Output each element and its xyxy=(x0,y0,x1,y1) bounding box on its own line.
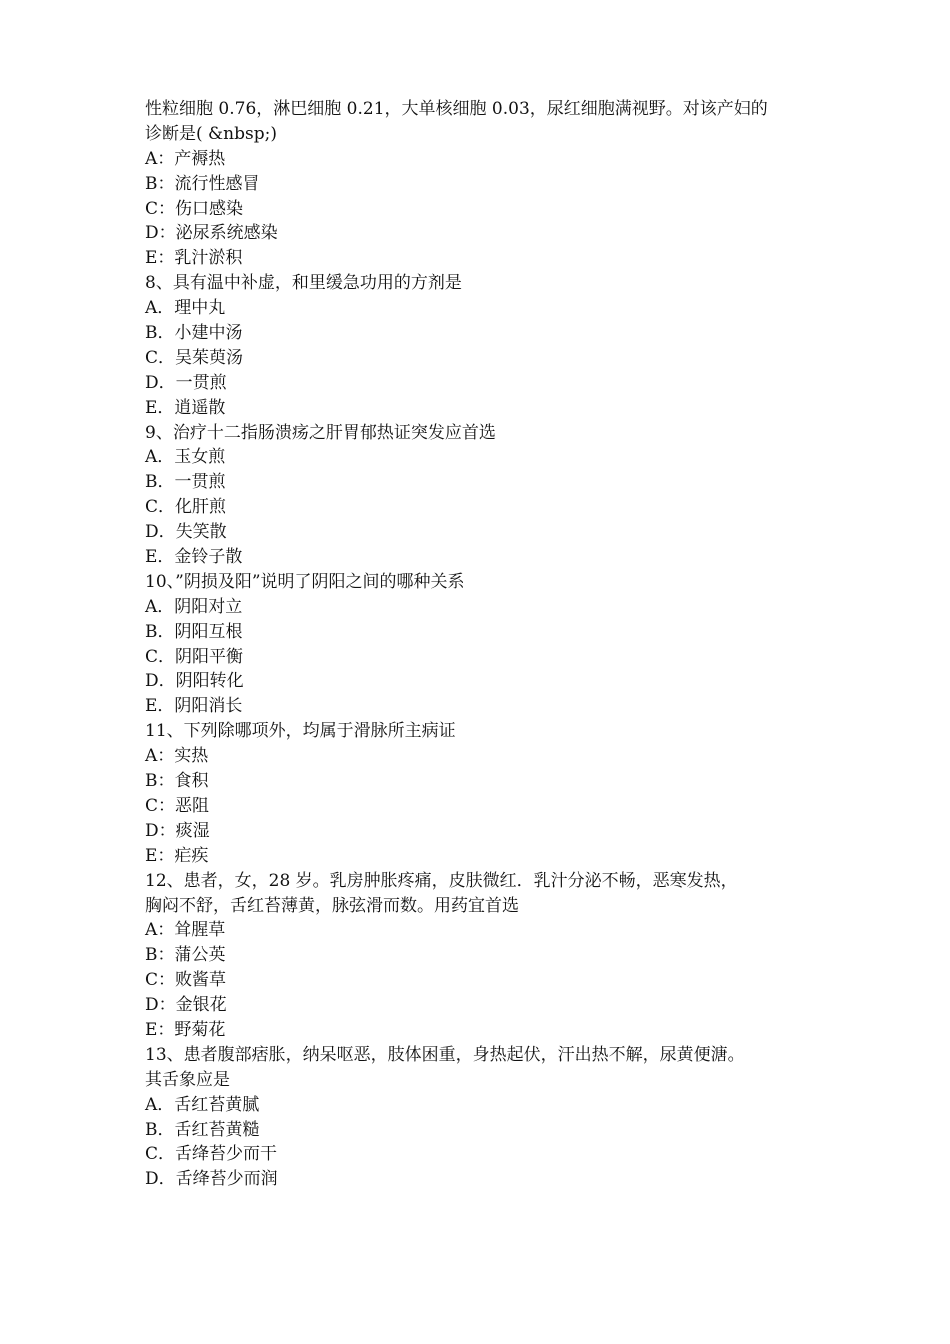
question-7-option-e: E：乳汁淤积 xyxy=(145,248,243,269)
question-13-option-b: B．舌红苔黄糙 xyxy=(145,1119,260,1140)
question-11-option-b: B：食积 xyxy=(145,771,209,792)
document-page xyxy=(145,97,825,1192)
question-13-option-d: D．舌绛苔少而润 xyxy=(145,1169,278,1190)
question-10-option-c: C．阴阳平衡 xyxy=(145,646,244,667)
question-12-option-c: C：败酱草 xyxy=(145,970,227,991)
question-7-option-c: C：伤口感染 xyxy=(145,198,244,219)
question-7-option-b: B：流行性感冒 xyxy=(145,173,260,194)
question-12-text-line-1: 12、患者，女，28 岁。乳房肿胀疼痛，皮肤微红．乳汁分泌不畅，恶寒发热， xyxy=(145,870,738,891)
question-13-text-line-2: 其舌象应是 xyxy=(145,1069,230,1090)
question-12-option-e: E：野菊花 xyxy=(145,1019,226,1040)
question-9-option-d: D．失笑散 xyxy=(145,522,227,543)
question-13-option-a: A．舌红苔黄腻 xyxy=(145,1094,260,1115)
question-11-option-d: D：痰湿 xyxy=(145,820,210,841)
question-8-option-e: E．逍遥散 xyxy=(145,397,226,418)
question-7-option-d: D：泌尿系统感染 xyxy=(145,223,278,244)
question-11-option-a: A：实热 xyxy=(145,746,209,767)
question-10-text: 10、”阴损及阳”说明了阴阳之间的哪种关系 xyxy=(145,571,465,592)
question-10-option-e: E．阴阳消长 xyxy=(145,696,243,717)
question-12-option-a: A：耸腥草 xyxy=(145,920,226,941)
question-7-text-line-1: 性粒细胞 0.76，淋巴细胞 0.21，大单核细胞 0.03，尿红细胞满视野。对该产妇的 xyxy=(145,99,768,119)
question-8-option-b: B．小建中汤 xyxy=(145,323,243,344)
question-11-option-c: C：恶阻 xyxy=(145,795,210,816)
question-13-option-c: C．舌绛苔少而干 xyxy=(145,1144,278,1165)
question-9-option-e: E．金铃子散 xyxy=(145,547,243,568)
question-8-option-a: A．理中丸 xyxy=(145,298,226,319)
question-9-option-b: B．一贯煎 xyxy=(145,472,226,493)
question-9-text: 9、治疗十二指肠溃疡之肝胃郁热证突发应首选 xyxy=(145,422,496,443)
question-9-option-a: A．玉女煎 xyxy=(145,447,226,468)
question-12-option-b: B：蒲公英 xyxy=(145,945,226,966)
question-11-text: 11、下列除哪项外，均属于滑脉所主病证 xyxy=(145,721,456,742)
question-12-option-d: D：金银花 xyxy=(145,995,227,1016)
question-9-option-c: C．化肝煎 xyxy=(145,497,227,518)
question-7-text-line-2: 诊断是( &nbsp;) xyxy=(145,123,277,144)
question-8-option-d: D．一贯煎 xyxy=(145,372,227,393)
question-10-option-d: D．阴阳转化 xyxy=(145,671,244,692)
question-8-text: 8、具有温中补虚，和里缓急功用的方剂是 xyxy=(145,273,462,294)
question-10-option-b: B．阴阳互根 xyxy=(145,621,243,642)
question-10-option-a: A．阴阳对立 xyxy=(145,596,243,617)
question-8-option-c: C．吴茱萸汤 xyxy=(145,347,244,368)
question-11-option-e: E：疟疾 xyxy=(145,845,209,866)
question-12-text-line-2: 胸闷不舒，舌红苔薄黄，脉弦滑而数。用药宜首选 xyxy=(145,895,519,916)
question-7-option-a: A：产褥热 xyxy=(145,148,226,169)
question-13-text-line-1: 13、患者腹部痞胀，纳呆呕恶，肢体困重，身热起伏，汗出热不解，尿黄便溏。 xyxy=(145,1044,745,1065)
